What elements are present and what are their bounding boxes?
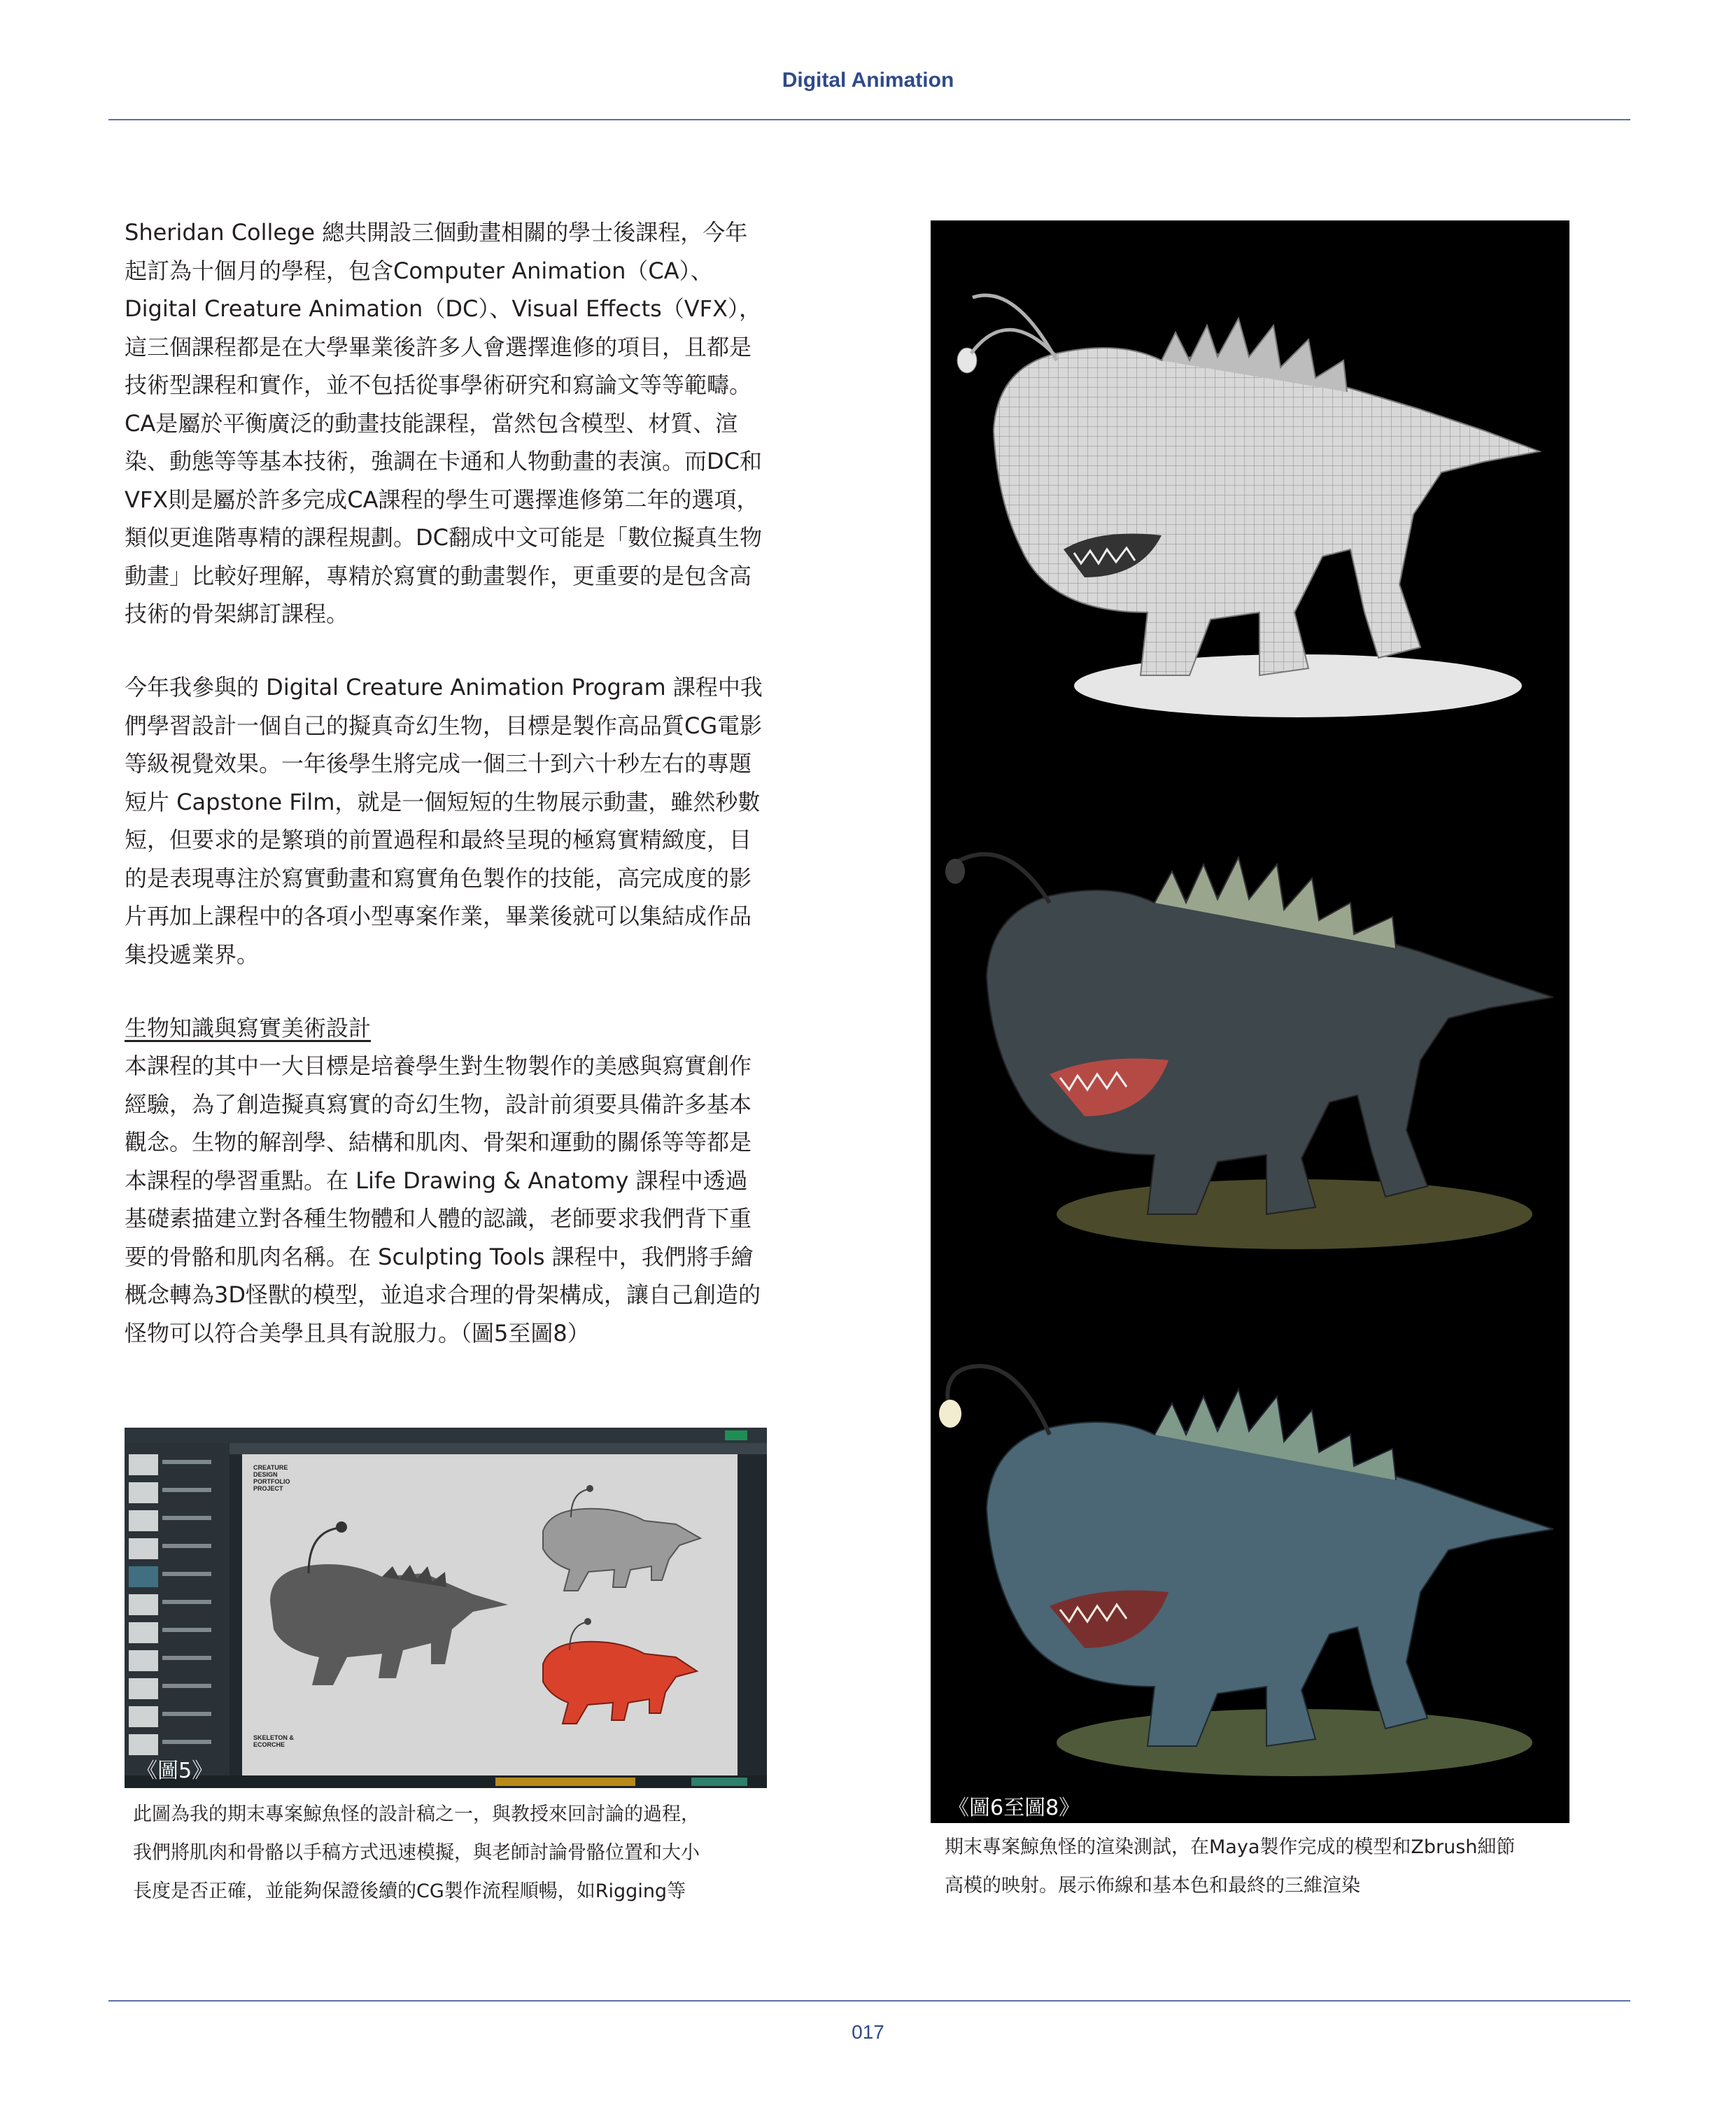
footer-rule — [108, 2000, 1630, 2002]
thumbnail-label — [162, 1712, 211, 1716]
creature-sketches — [242, 1454, 738, 1776]
thumbnail-label — [162, 1600, 211, 1604]
thumbnail-label — [162, 1516, 211, 1520]
body-paragraph-3: 本課程的其中一大目標是培養學生對生物製作的美感與寫實創作經驗，為了創造擬真寫實的奇幻生物，設計前須要具備許多基本觀念。生物的解剖學、結構和肌肉、骨架和運動的關係等等都是本課程的學習重點。在 Life Drawing & Anatomy 課程中透過基礎素描建立對各種生物體和人體的認識，老師要求我們背下重要的骨骼和肌肉名稱。在 Sculpting Tools 課程中，我們將手繪概念轉為3D怪獸的模型，並追求合理的骨架構成，讓自己創造的怪物可以符合美學且具有說服力。（圖5至圖8） — [125, 1053, 761, 1346]
thumbnail-label — [162, 1740, 211, 1744]
page-thumbnail — [129, 1482, 158, 1503]
figures-6-8-caption — [945, 1828, 1630, 1905]
thumbnail-label — [162, 1684, 211, 1688]
screenshot-toolbar — [230, 1443, 767, 1454]
final-render — [931, 1298, 1569, 1823]
section-heading: 生物知識與寫實美術設計 — [125, 1015, 372, 1041]
thumbnail-label — [162, 1544, 211, 1548]
page-thumbnail — [129, 1650, 158, 1671]
screenshot-statusbar — [125, 1775, 767, 1788]
page-thumbnail — [129, 1734, 158, 1755]
canvas-footer-label: SKELETON & ECORCHE — [253, 1734, 294, 1748]
wireframe-render — [931, 220, 1569, 766]
page-thumbnail — [129, 1706, 158, 1727]
caption-line: 期末專案鯨魚怪的渲染測試，在Maya製作完成的模型和Zbrush細節 — [945, 1836, 1516, 1858]
running-header-title: Digital Animation — [782, 69, 954, 92]
figures-6-8-label: 《圖6至圖8》 — [948, 1796, 1080, 1820]
figures-6-to-8-render-panel — [931, 220, 1569, 1823]
screenshot-canvas — [242, 1454, 738, 1776]
page-thumbnail — [129, 1454, 158, 1475]
figure-5-software-screenshot — [125, 1428, 767, 1788]
page-thumbnail — [129, 1622, 158, 1643]
muscle-sketch — [543, 1485, 700, 1591]
screenshot-progress-bar — [691, 1778, 747, 1786]
thumbnail-label — [162, 1572, 211, 1576]
screenshot-share-button — [725, 1430, 747, 1440]
page-number: 017 — [852, 2021, 884, 2043]
thumbnail-label — [162, 1460, 211, 1464]
body-paragraph-1: Sheridan College 總共開設三個動畫相關的學士後課程，今年起訂為十個月的學程，包含Computer Animation（CA）、Digital Creature Animation（DC）、Visual Effects（VFX），這三個課程都是在大學畢業後許多人會選擇進修的項目，且都是技術型課程和實作，並不包括從事學術研究和寫論文等等範疇。CA是屬於平衡廣泛的動畫技能課程，當然包含模型、材質、渲染、動態等等基本技術，強調在卡通和人物動畫的表演。而DC和VFX則是屬於許多完成CA課程的學生可選擇進修第二年的選項，類似更進階專精的課程規劃。DC翻成中文可能是「數位擬真生物動畫」比較好理解，專精於寫實的動畫製作，更重要的是包含高技術的骨架綁訂課程。 — [125, 219, 762, 627]
thumbnail-label — [162, 1656, 211, 1660]
figure-5-label: 《圖5》 — [136, 1759, 213, 1783]
caption-line: 此圖為我的期末專案鯨魚怪的設計稿之一，與教授來回討論的過程， — [133, 1803, 700, 1825]
figure-5-caption — [133, 1795, 777, 1911]
page-thumbnail — [129, 1678, 158, 1699]
thumbnail-label — [162, 1628, 211, 1632]
red-muscle-sketch — [543, 1618, 697, 1724]
screenshot-timeline-bar — [495, 1778, 635, 1786]
base-color-render — [931, 766, 1569, 1298]
caption-line: 長度是否正確，並能夠保證後續的CG製作流程順暢，如Rigging等 — [133, 1880, 686, 1902]
page-thumbnail — [129, 1510, 158, 1531]
body-paragraph-2: 今年我參與的 Digital Creature Animation Program 課程中我們學習設計一個自己的擬真奇幻生物，目標是製作高品質CG電影等級視覺效果。一年後學生將完成一個三十到六十秒左右的專題短片 Capstone Film，就是一個短短的生物展示動畫，雖然秒數短，但要求的是繁瑣的前置過程和最終呈現的極寫實精緻度，目的是表現專注於寫實動畫和寫實角色製作的技能，高完成度的影片再加上課程中的各項小型專案作業，畢業後就可以集結成作品集投遞業界。 — [125, 674, 763, 968]
silhouette-sketch — [270, 1521, 508, 1685]
page-thumbnail-selected — [129, 1566, 158, 1587]
header-rule — [108, 119, 1630, 120]
page-thumbnail — [129, 1594, 158, 1615]
caption-line: 高模的映射。展示佈線和基本色和最終的三維渲染 — [945, 1875, 1360, 1897]
canvas-project-title: CREATURE DESIGN PORTFOLIO PROJECT — [253, 1464, 290, 1492]
screenshot-page-sidebar — [125, 1443, 230, 1775]
page-thumbnail — [129, 1538, 158, 1559]
caption-line: 我們將肌肉和骨骼以手稿方式迅速模擬，與老師討論骨骼位置和大小 — [133, 1842, 700, 1864]
screenshot-titlebar — [125, 1428, 767, 1443]
thumbnail-label — [162, 1488, 211, 1492]
